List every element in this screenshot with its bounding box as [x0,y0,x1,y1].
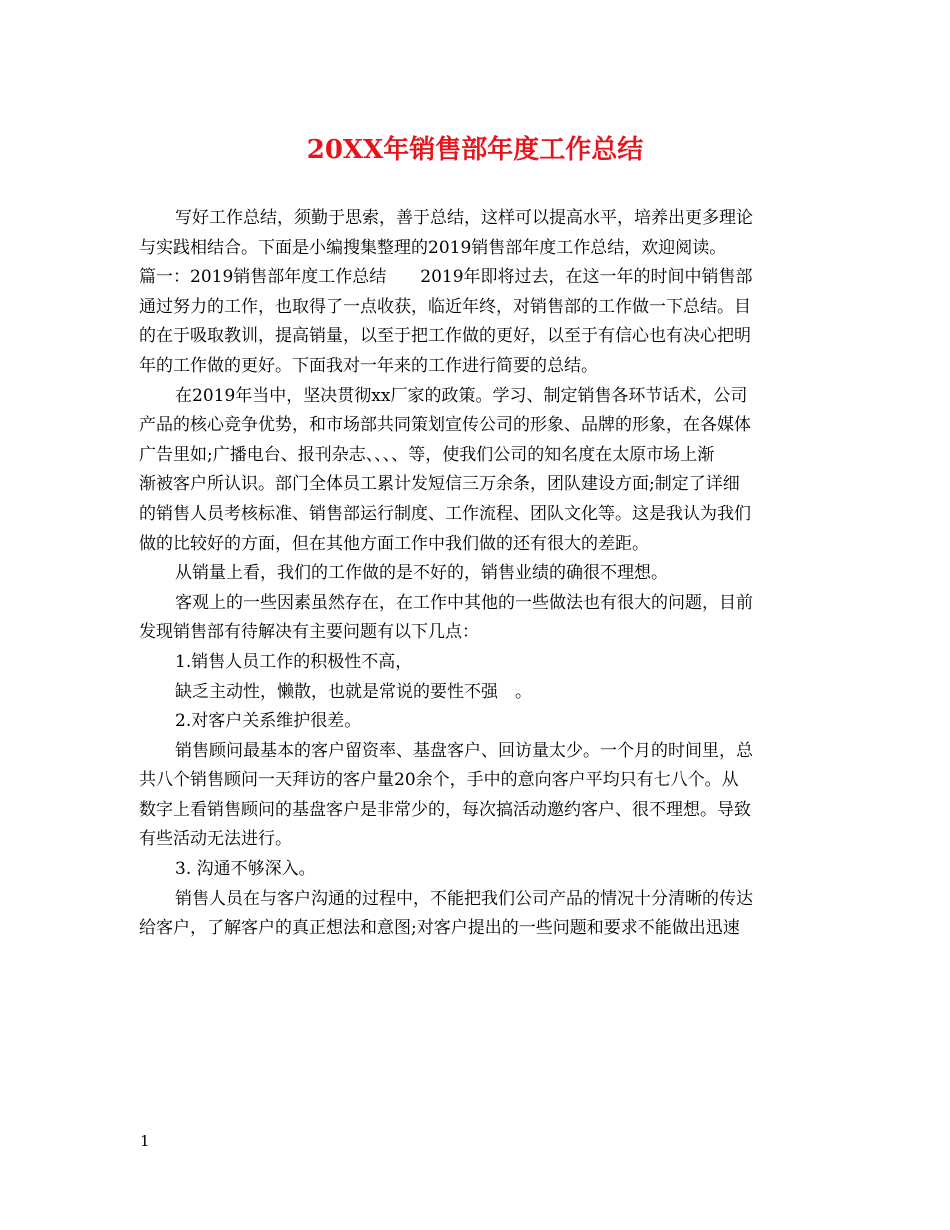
paragraph-line: 写好工作总结，须勤于思索，善于总结，这样可以提高水平，培养出更多理论 [175,208,753,228]
paragraph-line: 缺乏主动性，懒散，也就是常说的要性不强 。 [175,681,532,702]
paragraph-line: 共八个销售顾问一天拜访的客户量20余个，手中的意向客户平均只有七八个。从 [139,770,739,791]
list-item-heading: 3. 沟通不够深入。 [175,859,316,880]
paragraph-line: 与实践相结合。下面是小编搜集整理的2019销售部年度工作总结，欢迎阅读。 [139,237,727,258]
paragraph-line: 客观上的一些因素虽然存在，在工作中其他的一些做法也有很大的问题，目前 [175,592,753,613]
document-body [139,204,811,944]
paragraph-line: 渐被客户所认识。部门全体员工累计发短信三万余条，团队建设方面;制定了详细 [139,474,740,495]
paragraph-line: 数字上看销售顾问的基盘客户是非常少的，每次搞活动邀约客户、很不理想。导致 [139,799,751,820]
paragraph-line: 年的工作做的更好。下面我对一年来的工作进行简要的总结。 [139,355,598,376]
paragraph-line: 在2019年当中，坚决贯彻xx厂家的政策。学习、制定销售各环节话术，公司 [175,385,748,406]
list-item-heading: 1.销售人员工作的积极性不高， [175,651,413,672]
paragraph-line: 的在于吸取教训，提高销量，以至于把工作做的更好，以至于有信心也有决心把明 [139,326,751,347]
paragraph-line: 做的比较好的方面，但在其他方面工作中我们做的还有很大的差距。 [139,533,649,554]
paragraph-line: 通过努力的工作，也取得了一点收获，临近年终，对销售部的工作做一下总结。目 [139,296,751,317]
paragraph-line: 有些活动无法进行。 [139,829,292,850]
paragraph-line: 产品的核心竞争优势，和市场部共同策划宣传公司的形象、品牌的形象，在各媒体 [139,415,751,436]
page-number: 1 [140,1132,150,1150]
paragraph-line: 的销售人员考核标准、销售部运行制度、工作流程、团队文化等。这是我认为我们 [139,503,751,524]
paragraph-line: 发现销售部有待解决有主要问题有以下几点： [139,622,479,643]
paragraph-line: 销售人员在与客户沟通的过程中，不能把我们公司产品的情况十分清晰的传达 [175,888,753,909]
paragraph-line: 销售顾问最基本的客户留资率、基盘客户、回访量太少。一个月的时间里，总 [175,740,753,761]
paragraph-line: 从销量上看，我们的工作做的是不好的，销售业绩的确很不理想。 [175,563,668,584]
document-title: 20XX年销售部年度工作总结 [306,135,644,165]
list-item-heading: 2.对客户关系维护很差。 [175,711,362,732]
paragraph-line: 广告里如;广播电台、报刊杂志、、、、等，使我们公司的知名度在太原市场上渐 [139,444,715,465]
paragraph-line: 给客户，了解客户的真正想法和意图;对客户提出的一些问题和要求不能做出迅速 [139,918,740,939]
paragraph-line: 篇一：2019销售部年度工作总结 2019年即将过去，在这一年的时间中销售部 [139,267,753,288]
